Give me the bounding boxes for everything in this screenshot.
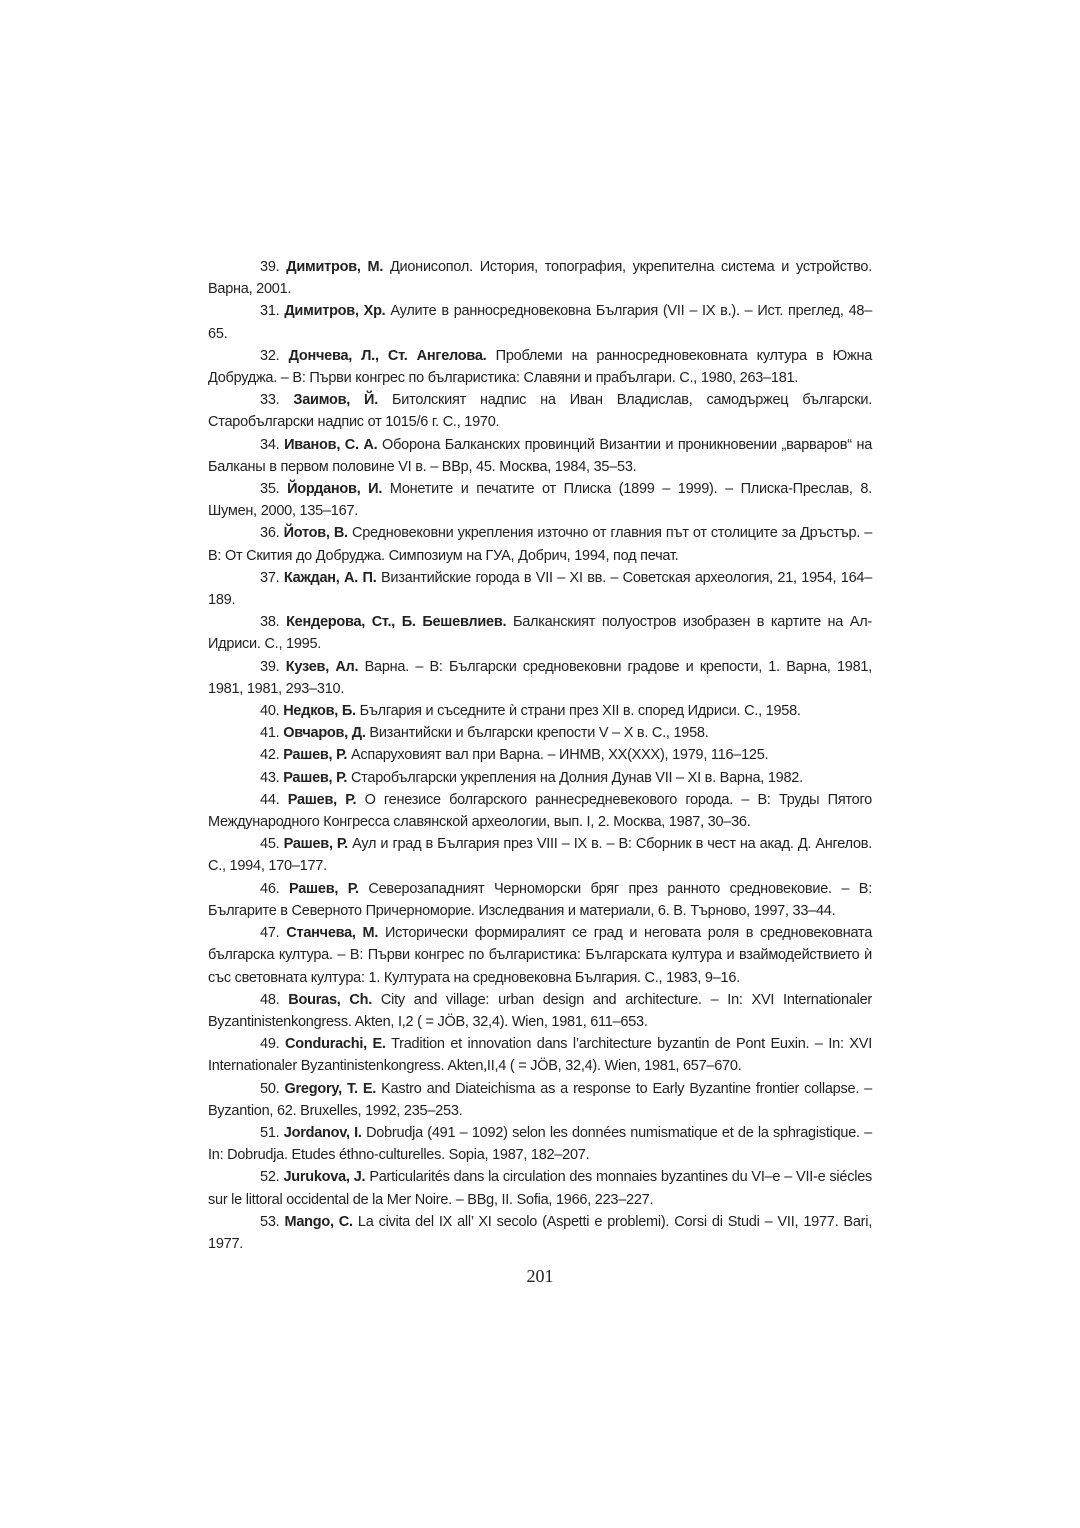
entry-text: Kastro and Diateichisma as a response to Early Byzantine frontier collapse. – Byzantion, 62. Bruxelles, 1992, 235–253. [208,1080,872,1119]
bibliography-entry [208,700,872,722]
entry-author: Рашев, Р. [289,880,359,897]
entry-text: О генезисе болгарского раннесредневекового города. – В: Труды Пятого Международного Конгресса славянской археологии, вып. I, 2. Москва, 1987, 30–36. [208,791,872,831]
entry-text: Монетите и печатите от Плиска (1899 – 1999). – Плиска-Преслав, 8. Шумен, 2000, 135–167. [208,481,872,520]
entry-number: 51. [260,1124,280,1141]
entry-text: Северозападният Черноморски бряг през ранното средновековие. – В: Българите в Северното Причерноморие. Изследвания и материали, 6. В. Търново, 1997, 33–44. [208,880,872,919]
bibliography-entry [208,922,872,989]
entry-author: Mango, C. [284,1213,353,1230]
bibliography-entry [208,345,872,389]
entry-number: 49. [260,1036,280,1053]
bibliography-entry [208,256,872,300]
bibliography-entry [208,767,872,789]
entry-number: 33. [260,392,280,409]
entry-author: Gregory, T. E. [284,1080,377,1097]
entry-author: Рашев, Р. [283,747,348,764]
bibliography-entry [208,1078,872,1122]
entry-text: City and village: urban design and architecture. – In: XVI Internationaler Byzantinistenkongress. Akten, I,2 ( = JÖB, 32,4). Wien, 1981, 611–653. [208,991,872,1030]
bibliography-entry [208,567,872,611]
entry-number: 39. [260,259,280,275]
entry-text: Tradition et innovation dans l’architecture byzantin de Pont Euxin. – In: XVI Internationaler Byzantinistenkongress. Akten,II,4 ( = JÖB, 32,4). Wien, 1981, 657–670. [208,1036,872,1075]
bibliography-entry [208,478,872,522]
entry-number: 53. [260,1213,280,1230]
entry-text: Битолският надпис на Иван Владислав, самодържец български. Старобългарски надпис от 1015/6 г. С., 1970. [208,392,872,431]
bibliography-entry [208,878,872,922]
entry-author: Кузев, Ал. [285,658,359,675]
entry-author: Кендерова, Ст., Б. Бешевлиев. [286,614,507,631]
bibliography-entry [208,1033,872,1077]
entry-text: Аулите в ранносредновековна България (VII – IX в.). – Ист. преглед, 48–65. [208,303,873,342]
entry-author: Рашев, Р. [283,769,348,786]
bibliography-entry [208,833,872,877]
entry-text: Аспаруховият вал при Варна. – ИНМВ, XX(XXX), 1979, 116–125. [350,747,769,764]
entry-number: 43. [260,769,280,786]
entry-text: Византийские города в VII – XI вв. – Советская археология, 21, 1954, 164–189. [208,569,873,609]
entry-author: Дончева, Л., Ст. Ангелова. [288,347,487,364]
entry-author: Jurukova, J. [283,1169,366,1186]
bibliography-list [208,256,872,1255]
bibliography-entry [208,434,872,478]
bibliography-entry [208,1166,872,1210]
bibliography-entry [208,789,872,833]
bibliography-entry [208,722,872,744]
entry-number: 50. [260,1080,280,1097]
entry-number: 45. [260,836,280,853]
bibliography-entry [208,300,872,344]
entry-author: Jordanov, I. [283,1124,362,1141]
entry-number: 34. [260,436,280,453]
entry-number: 36. [260,525,280,542]
entry-author: Иванов, С. А. [284,436,378,453]
entry-number: 38. [260,614,280,631]
entry-author: Рашев, Р. [283,836,348,853]
bibliography-entry [208,656,872,700]
entry-author: Заимов, Й. [293,392,378,409]
entry-number: 46. [260,880,280,897]
entry-author: Йотов, В. [283,525,348,542]
entry-text: България и съседните ѝ страни през XII в. според Идриси. С., 1958. [359,703,801,720]
entry-text: Аул и град в България през VIII – IX в. – В: Сборник в чест на акад. Д. Ангелов. С., 1994, 170–177. [208,836,873,875]
bibliography-entry [208,611,872,655]
entry-text: Оборона Балканских провинций Византии и проникновении „варваров“ на Балканы в первом половине VI в. – ВВр, 45. Москва, 1984, 35–53. [208,436,873,475]
entry-text: Византийски и български крепости V – X в. С., 1958. [369,725,709,742]
bibliography-entry [208,389,872,433]
entry-author: Димитров, М. [286,259,384,275]
bibliography-entry [208,1211,872,1255]
entry-text: Particularités dans la circulation des monnaies byzantines du VI–e – VII-e siécles sur le littoral occidental de la Mer Noire. – BBg, II. Sofia, 1966, 223–227. [208,1169,873,1208]
entry-number: 44. [260,791,280,808]
entry-text: La civita del IX all’ XI secolo (Aspetti e problemi). Corsi di Studi – VII, 1977. Bari, 1977. [208,1213,872,1252]
entry-text: Старобългарски укрепления на Долния Дунав VII – XI в. Варна, 1982. [350,769,803,786]
entry-text: Проблеми на ранносредновековната култура в Южна Добруджа. – В: Първи конгрес по българистика: Славяни и прабългари. С., 1980, 263–181. [208,347,873,387]
entry-number: 48. [260,991,280,1008]
entry-number: 31. [260,303,280,320]
bibliography-entry [208,989,872,1033]
entry-author: Станчева, М. [286,925,379,942]
entry-number: 52. [260,1169,280,1186]
entry-text: Dobrudja (491 – 1092) selon les données numismatique et de la sphragistique. – In: Dobrudja. Etudes éthno-culturelles. Sopia, 1987, 182–207. [208,1124,872,1164]
entry-text: Балканският полуостров изобразен в картите на Ал-Идриси. С., 1995. [208,614,872,653]
entry-number: 41. [260,725,280,742]
entry-author: Йорданов, И. [287,481,383,498]
entry-number: 32. [260,347,280,364]
entry-number: 40. [260,703,280,720]
entry-number: 42. [260,747,280,764]
bibliography-entry [208,1122,872,1166]
entry-author: Димитров, Хр. [284,303,386,320]
entry-author: Condurachi, E. [285,1036,386,1053]
entry-text: Средновековни укрепления източно от главния път от столиците за Дръстър. – В: От Скития до Добруджа. Симпозиум на ГУА, Добрич, 1994, под печат. [208,525,873,564]
entry-number: 35. [260,481,280,498]
entry-number: 37. [260,569,280,586]
entry-text: Исторически формиралият се град и неговата роля в средновековната българска култура. – В: Първи конгрес по българистика: Българската култура и взаймодействието ѝ със световната култура: 1. Културата на средновековна България. С., 1983, 9–16. [208,925,873,986]
entry-number: 39. [260,658,280,675]
entry-author: Рашев, Р. [287,791,357,808]
bibliography-entry [208,522,872,566]
entry-author: Недков, Б. [283,703,356,720]
entry-number: 47. [260,925,280,942]
entry-text: Дионисопол. История, топография, укрепителна система и устройство. Варна, 2001. [208,259,872,298]
entry-author: Овчаров, Д. [283,725,366,742]
entry-author: Bouras, Ch. [288,991,373,1008]
entry-author: Каждан, А. П. [283,569,377,586]
bibliography-entry [208,744,872,766]
entry-text: Варна. – В: Български средновековни градове и крепости, 1. Варна, 1981, 1981, 1981, 293–310. [208,658,872,697]
page-number: 201 [526,1266,554,1286]
